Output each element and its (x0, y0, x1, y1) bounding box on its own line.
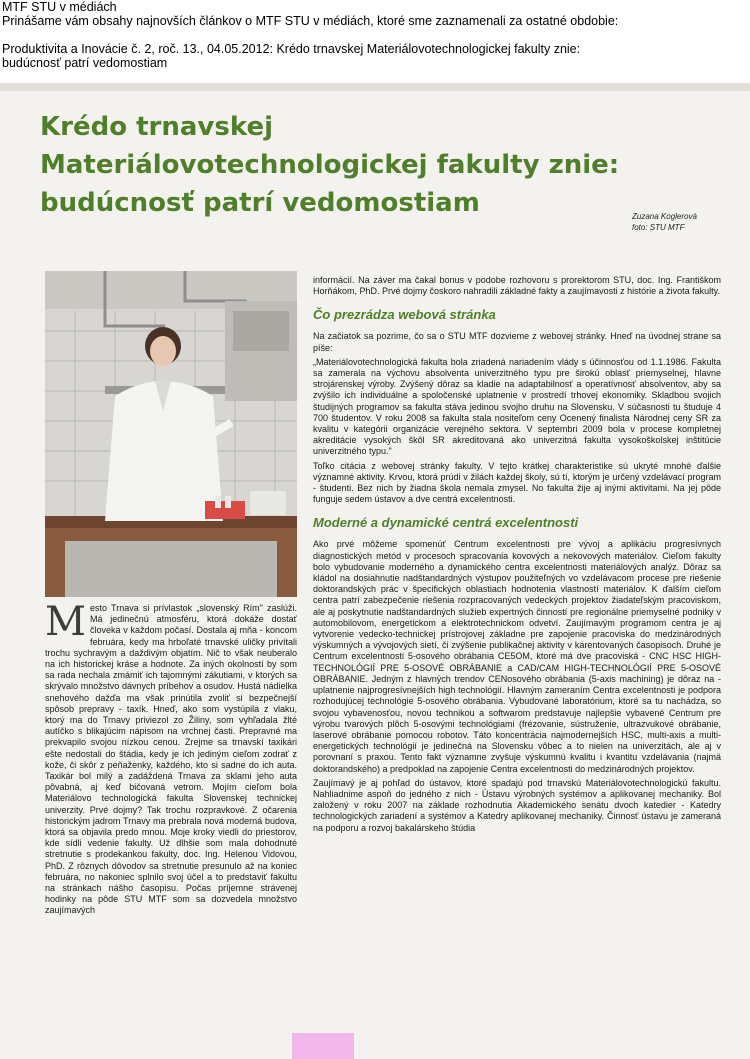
highlight-mark (292, 1033, 354, 1059)
section2-paragraph-2: Zaujímavý je aj pohľad do ústavov, ktoré spadajú pod trnavskú Materiálovotechnologickú fakultu. Nahliadnime aspoň do jedného z nich - Ústavu výrobných systémov a aplikovanej mechaniky. Bol založený v roku 2007 na základe rozhodnutia Akademického senátu dvoch katedier - Katedry technologických zariadení a systémov a Katedry aplikovanej mechaniky. Činnosť ústavu je zameraná na podporu a rozvoj bakalárskeho štúdia (313, 777, 721, 833)
section1-paragraph-1: Na začiatok sa pozrime, čo sa o STU MTF dozvieme z webovej stránky. Hneď na úvodnej strane sa píše: (313, 331, 721, 353)
lab-photo-illustration (45, 271, 297, 597)
dropcap: M (45, 603, 86, 645)
section1-paragraph-2: „Materiálovotechnologická fakulta bola zriadená nariadením vlády s účinnosťou od 1.1.1986. Fakulta sa zamerala na výchovu absolventa univerzitného typu pre širokú oblasť priemyselnej, hlavne strojárenskej výroby. Zvýšený dôraz sa kladie na adaptabilnosť a operatívnosť absolventov, aby sa zvýšilo ich individuálne a spoločenské uplatnenie v prostredí trhovej ekonomiky. Skladbou svojich študijných programov sa fakulta stáva jedinou svojho druhu na Slovensku. V súčasnosti tu študuje 4 700 študentov. V roku 2008 sa fakulta stala nositeľom ceny Ocenený finalista Národnej ceny SR za kvalitu v kategórii organizácie verejného sektora. V septembri 2009 bola v procese kompletnej akreditácie vysokých škôl SR akreditovaná ako univerzitná fakulta vysokoškolskej inštitúcie univerzitného typu." (313, 356, 721, 457)
lab-photo (45, 271, 297, 597)
source-line-2: budúcnosť patrí vedomostiam (2, 56, 168, 70)
headline-line-2: Materiálovotechnologickej fakulty znie: (40, 150, 620, 180)
source-line-1: Produktivita a Inovácie č. 2, roč. 13., 04.05.2012: Krédo trnavskej Materiálovotechnologickej fakulty znie: (2, 42, 581, 56)
subhead-webova-stranka: Čo prezrádza webová stránka (313, 307, 496, 323)
right-column (313, 275, 721, 1059)
top-band (0, 83, 750, 91)
headline-line-1: Krédo trnavskej (40, 112, 273, 142)
headline-line-3: budúcnosť patrí vedomostiam (40, 188, 480, 218)
credits (632, 211, 697, 233)
left-column (45, 603, 297, 1059)
page-header (2, 0, 747, 70)
right-intro-paragraph: informácií. Na záver ma čakal bonus v podobe rozhovoru s prorektorom STU, doc. Ing. Františkom Horňákom, PhD. Prvé dojmy čoskoro nahradili základné fakty a zaujímavosti z histórie a života fakulty. (313, 275, 721, 297)
subhead-centra-excelentnosti: Moderné a dynamické centrá excelentnosti (313, 515, 579, 531)
section1-paragraph-3: Toľko citácia z webovej stránky fakulty. V tejto krátkej charakteristike sú ukryté mnohé ďalšie významné aktivity. Krvou, ktorá prúdi v žilách každej školy, sú tí, ktorým je určený vzdelávací program - študenti. Bez nich by žiadna škola nemala zmysel. No fakulta žije aj inými aktivitami. Na jej pôde funguje sedem ústavov a dve centrá excelentnosti. (313, 460, 721, 505)
section2-paragraph-1: Ako prvé môžeme spomenúť Centrum excelentnosti pre vývoj a aplikáciu progresívnych diagnostických metód v procesoch spracovania kovových a nekovových materiálov. Cieľom fakulty bolo vybudovanie moderného a dynamického centra excelentnosti materiálových analýz. Dôraz sa kládol na dosiahnutie nadštandardných výstupov použiteľných vo vzdelávacom procese pre riešenie doktorandských prác v špecifických oblastiach hodnotenia vlastností materiálov. K ďalším cieľom centra patrí zabezpečenie riešenia rozpracovaných vedeckých projektov žiadateľským pracoviskom, ale aj poskytnutie nadštandardných služieb expertných činností pre regionálne priemyselné podniky v automobilovom, energetickom a elektrotechnickom odvetví. Zaujímavým programom centra je aj vytvorenie vedecko-technickej prístrojovej základne pre zapojenie pracoviska do medzinárodných výskumných a vývojových sietí, či zvýšenie publikačnej aktivity v karentovaných časopisoch. Druhé je Centrum excelentnosti 5-osového obrábania CE5OM, ktoré má dve pracoviská - CNC HSC HIGH-TECHNOLÓGIÍ PRE 5-OSOVÉ OBRÁBANIE a CAD/CAM HIGH-TECHNOLÓGIÍ PRE 5-OSOVÉ OBRÁBANIE. Jedným z hlavných trendov CENosového obrábania (5-axis machining) je dôraz na - uplatnenie najprogresívnejších high technológií. Hlavným zameraním Centra excelentnosti je podpora rozhodujúcej technológie 5-osového obrábania. Vybudované laboratórium, ktoré sa tu nachádza, so svojou vybavenosťou, novou technikou a softwarom predstavuje najlepšie vybavené Centrum pre výrobu tvarových plôch 5-osovými technológiami (frézovanie, sústruženie, ultrazvukové obrábanie, laserové obrábanie pomocou robotov. Táto koncentrácia najmodernejších HSC, multi-axis a multi-energetických technológií je jedinečná na Slovensku vôbec a to nielen na univerzitách, ale aj v porovnaní s praxou. Tento fakt významne zvyšuje výskumnú kvalitu i kvantitu vzdelávania (najmä doktorandského) a predpoklad na zapojenie Centra excelentnosti do medzinárodných projektov. (313, 539, 721, 774)
article-headline (40, 108, 740, 222)
header-intro: Prinášame vám obsahy najnovších článkov o MTF STU v médiách, ktoré sme zaznamenali za ostatné obdobie: (2, 14, 619, 28)
scanned-article-page (0, 83, 750, 1059)
author-credit: Zuzana Koglerová (632, 212, 697, 221)
header-title: MTF STU v médiách (2, 0, 117, 14)
left-paragraph: esto Trnava si prívlastok „slovenský Rím" zaslúži. Má jedinečnú atmosféru, ktorá dokáže dostať človeka v každom počasí. Dostala aj mňa - koncom februára, kedy ma hrboľaté trnavské uličky privítali trochu sychravým a daždivým objatím. Nič to však neuberalo na ich historickej kráse a hodnote. Za iných okolností by som sa rada nechala zmámiť ich tajomnými zákutiami, v ktorých sa skrývalo množstvo dávnych príbehov a osudov. Hustá nádielka snehového dažďa ma však prinútila zvoliť si bezpečnejší spôsob prepravy - taxík. Hneď, ako som vystúpila z vlaku, ktorý ma do Trnavy priviezol zo Žiliny, som vyhľadala žlté autíčko s blikajúcim nápisom na vrchnej časti. Prepravné ma prekvapilo svojou nízkou cenou. Zrejme sa trnavskí taxikári ešte nedostali do štádia, kedy je ich jediným cieľom zodrať z kože, či skôr z peňaženky, každého, kto si sadne do ich auta. Taxikár bol milý a zadáždená Trnava za sklami jeho auta pôvabná, aj keď bičovaná vetrom. Mojím cieľom bola Materiálovo technologická fakulta Slovenskej technickej univerzity. Prvé dojmy? Tak trochu rozpravkové. Z očarenia historickým jadrom Trnavy ma prebrala nová moderná budova, ktorá sa objavila predo mnou. Moje kroky viedli do priestorov, kde sídli vedenie fakulty. Už dlhšie som mala dohodnuté stretnutie s prodekankou fakulty, doc. Ing. Helenou Vidovou, PhD. Z rôznych dôvodov sa stretnutie presunulo až na koniec februára, no nakoniec splnilo svoj účel a to predstaviť fakultu na stránkach nášho časopisu. Počas príjemne strávenej hodinky na pôde STU MTF som sa dozvedela množstvo zaujímavých (45, 603, 297, 916)
photo-credit: foto: STU MTF (632, 223, 685, 232)
